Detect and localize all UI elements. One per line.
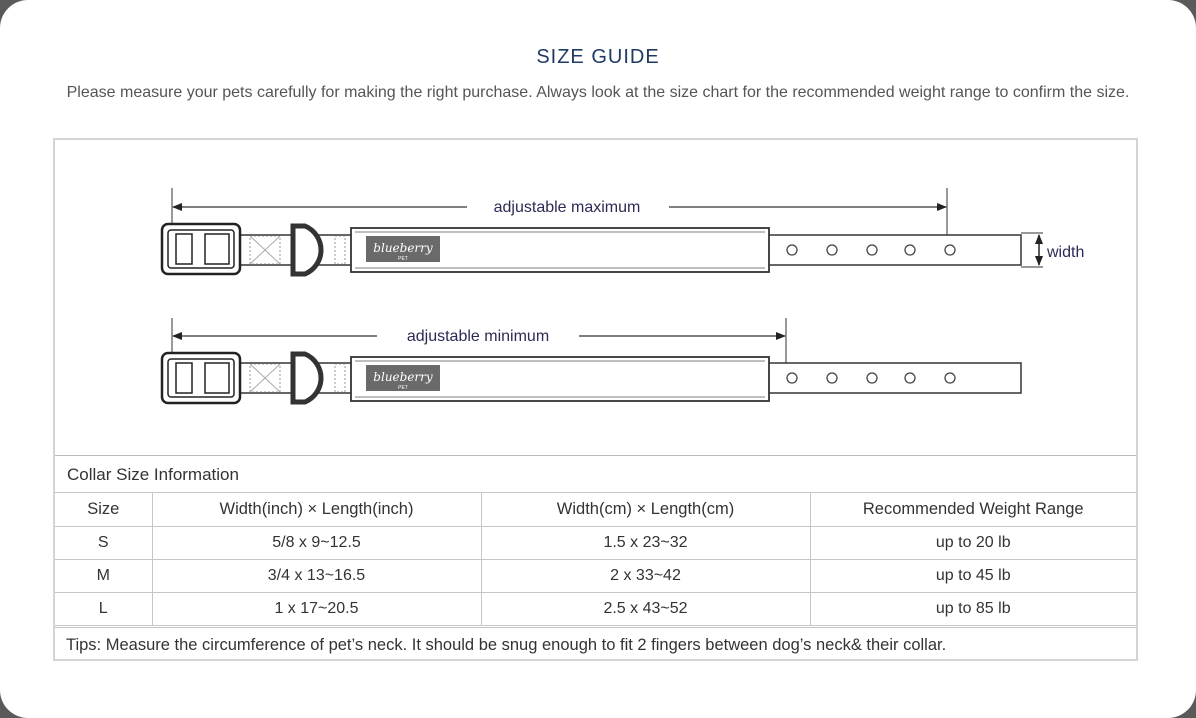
brand-tag-logo <box>366 236 440 262</box>
d-ring-icon <box>293 354 321 402</box>
size-table <box>55 492 1136 626</box>
cell-cm: 2.5 x 43~52 <box>481 593 810 626</box>
table-row <box>55 560 1136 593</box>
min-length-label: adjustable minimum <box>406 328 550 345</box>
cell-size: S <box>55 527 152 560</box>
header-size: Size <box>55 493 152 527</box>
svg-text:PET: PET <box>398 256 408 262</box>
table-row <box>55 527 1136 560</box>
svg-text:PET: PET <box>398 385 408 391</box>
d-ring-icon <box>293 226 321 274</box>
header-cm: Width(cm) × Length(cm) <box>481 493 810 527</box>
svg-text:blueberry: blueberry <box>373 370 433 384</box>
header-weight: Recommended Weight Range <box>810 493 1136 527</box>
buckle-icon <box>162 353 240 403</box>
brand-tag-logo <box>366 365 440 391</box>
buckle-icon <box>162 224 240 274</box>
max-length-label: adjustable maximum <box>493 199 641 216</box>
table-header-row <box>55 493 1136 527</box>
cell-size: M <box>55 560 152 593</box>
page-subtitle: Please measure your pets carefully for making the right purchase. Always look at the size chart for the recommended weight range to confirm the size. <box>66 84 1130 101</box>
header-inch: Width(inch) × Length(inch) <box>152 493 481 527</box>
tips-text: Tips: Measure the circumference of pet’s neck. It should be snug enough to fit 2 fingers between dog’s neck& their collar. <box>66 636 947 654</box>
cell-weight: up to 45 lb <box>810 560 1136 593</box>
collar-max <box>162 188 1084 274</box>
svg-text:blueberry: blueberry <box>373 241 433 255</box>
collar-size-section-header <box>55 455 1136 493</box>
width-label: width <box>1047 244 1085 261</box>
cell-weight: up to 85 lb <box>810 593 1136 626</box>
cell-size: L <box>55 593 152 626</box>
tips-row <box>55 627 1136 662</box>
cell-cm: 1.5 x 23~32 <box>481 527 810 560</box>
collar-min <box>162 318 1021 403</box>
cell-cm: 2 x 33~42 <box>481 560 810 593</box>
cell-weight: up to 20 lb <box>810 527 1136 560</box>
table-row <box>55 593 1136 626</box>
cell-inch: 1 x 17~20.5 <box>152 593 481 626</box>
section-title: Collar Size Information <box>67 465 239 484</box>
cell-inch: 3/4 x 13~16.5 <box>152 560 481 593</box>
cell-inch: 5/8 x 9~12.5 <box>152 527 481 560</box>
collar-diagram <box>55 140 1136 455</box>
page-title: SIZE GUIDE <box>536 46 660 68</box>
size-chart-panel <box>53 138 1138 661</box>
